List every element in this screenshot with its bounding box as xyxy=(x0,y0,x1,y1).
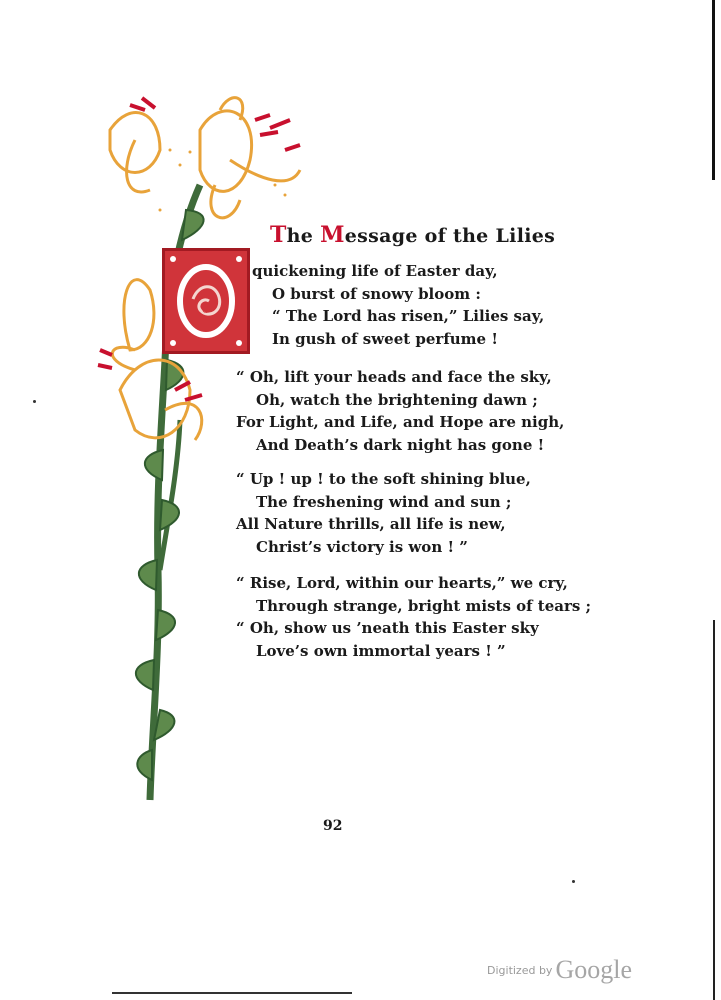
initial-letter: O xyxy=(201,305,211,316)
poem-line: Oh, watch the brightening dawn ; xyxy=(256,390,538,409)
poem-line: “ Oh, show us ’neath this Easter sky xyxy=(236,619,539,637)
digitized-watermark xyxy=(487,955,632,985)
poem-line: quickening life of Easter day, xyxy=(252,262,498,280)
digitized-prefix: Digitized by xyxy=(487,964,553,977)
title-part-2: essage of the xyxy=(344,225,496,247)
poem-line: “ The Lord has risen,” Lilies say, xyxy=(272,307,545,325)
illuminated-initial xyxy=(162,248,250,354)
page-edge-shadow xyxy=(712,0,715,180)
scan-speck xyxy=(33,400,36,403)
title-initial-t: T xyxy=(270,222,287,248)
poem-line: And Death’s dark night has gone ! xyxy=(256,435,545,454)
stanza-1 xyxy=(252,260,544,350)
poem-line: “ Rise, Lord, within our hearts,” we cry, xyxy=(236,574,568,592)
stanza-3 xyxy=(236,468,531,558)
stanza-4 xyxy=(236,572,591,662)
poem-line: “ Oh, lift your heads and face the sky, xyxy=(236,368,552,386)
poem-line: All Nature thrills, all life is new, xyxy=(236,515,506,533)
title-part-1: he xyxy=(286,225,321,247)
page-edge-shadow-lower xyxy=(713,620,715,1000)
title-part-3: ilies xyxy=(509,225,556,247)
poem-title xyxy=(270,222,570,248)
scan-speck xyxy=(572,880,575,883)
poem-line: In gush of sweet perfume ! xyxy=(272,329,498,348)
stanza-2 xyxy=(236,366,564,456)
poem-line: “ Up ! up ! to the soft shining blue, xyxy=(236,470,531,488)
digitized-brand: Google xyxy=(555,955,632,984)
title-initial-m: M xyxy=(320,222,345,248)
poem-line: The freshening wind and sun ; xyxy=(256,492,512,511)
title-initial-l: L xyxy=(495,225,510,247)
bottom-scan-rule xyxy=(112,992,352,994)
poem-line: Love’s own immortal years ! ” xyxy=(256,641,506,660)
page-number: 92 xyxy=(323,818,343,834)
poem-line: For Light, and Life, and Hope are nigh, xyxy=(236,413,565,431)
initial-ornament xyxy=(165,251,247,351)
lily-flowers-top xyxy=(110,98,300,218)
poem-line: O burst of snowy bloom : xyxy=(272,284,481,303)
poem-line: Through strange, bright mists of tears ; xyxy=(256,596,592,615)
poem-line: Christ’s victory is won ! ” xyxy=(256,537,468,556)
